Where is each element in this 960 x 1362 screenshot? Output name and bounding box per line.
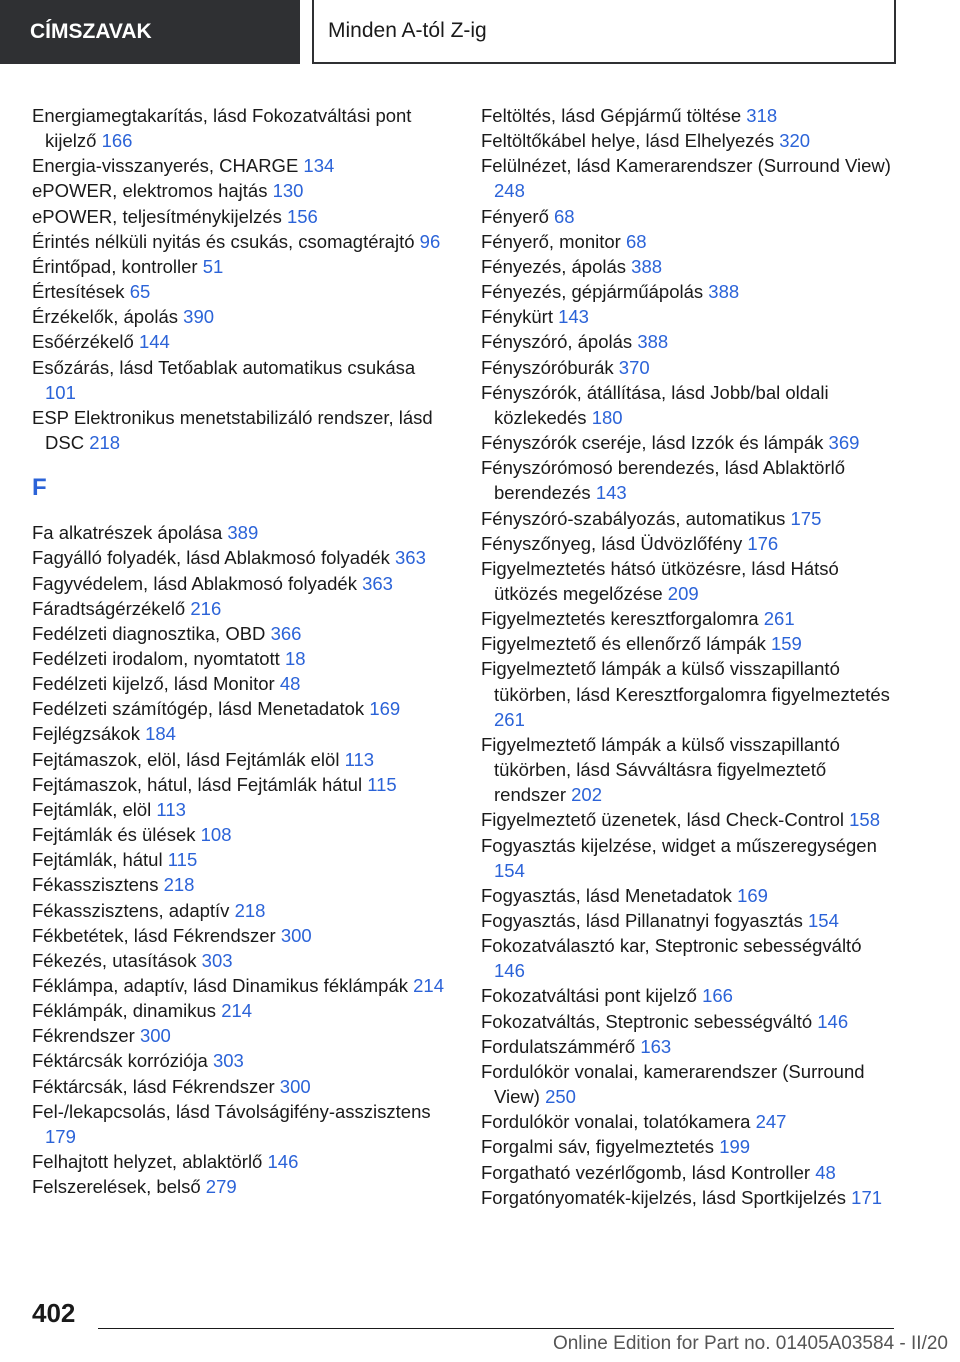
- index-entry-text: Figyelmeztetés hátsó ütközésre, lásd Hátsó ütközés megelőzése: [481, 557, 839, 604]
- index-entry-text: Fényszóró, ápolás: [481, 331, 633, 353]
- index-entry-page-link[interactable]: 250: [545, 1086, 576, 1108]
- index-entry: [32, 520, 447, 545]
- index-entry-text: Fagyvédelem, lásd Ablakmosó folyadék: [32, 572, 357, 594]
- index-entry-page-link[interactable]: 51: [202, 255, 224, 277]
- index-entry-text: Feltöltőkábel helye, lásd Elhelyezés: [481, 130, 775, 152]
- index-entry-page-link[interactable]: 175: [790, 507, 822, 529]
- index-entry: [32, 204, 447, 229]
- index-entry: [481, 1009, 896, 1034]
- index-entry-text: Féktárcsák korróziója: [32, 1050, 208, 1072]
- index-entry-text: Fényszórómosó berendezés, lásd Ablaktörlő berendezés: [481, 457, 846, 504]
- tab-a-to-z-label: Minden A-tól Z-ig: [328, 19, 487, 42]
- index-entry: [481, 908, 896, 933]
- index-entry: [481, 128, 896, 153]
- index-entry-text: Fékrendszer: [32, 1025, 135, 1047]
- index-entry: [481, 732, 896, 807]
- index-entry-page-link[interactable]: 366: [270, 622, 302, 644]
- index-entry-page-link[interactable]: 48: [815, 1161, 836, 1183]
- index-entry-page-link[interactable]: 176: [747, 532, 779, 554]
- index-entry: [32, 153, 447, 178]
- index-entry-page-link[interactable]: 169: [369, 698, 401, 720]
- index-entry: [481, 380, 896, 430]
- index-entry-text: Féktárcsák, lásd Fékrendszer: [32, 1075, 275, 1097]
- index-entry-text: Fékasszisztens, adaptív: [32, 899, 230, 921]
- index-entry-page-link[interactable]: 134: [303, 155, 335, 177]
- index-entry-page-link[interactable]: 68: [554, 205, 575, 227]
- index-entry: [32, 1048, 447, 1073]
- header-tabs: [0, 0, 960, 66]
- index-entry-page-link[interactable]: 199: [719, 1136, 751, 1158]
- index-entry-text: Fényszórók, átállítása, lásd Jobb/bal oldali közlekedés: [481, 381, 829, 428]
- index-entry-page-link[interactable]: 166: [101, 130, 133, 152]
- index-entry: [32, 747, 447, 772]
- index-entry-page-link[interactable]: 261: [763, 608, 795, 630]
- index-entry-page-link[interactable]: 303: [212, 1050, 244, 1072]
- index-entry-page-link[interactable]: 143: [595, 482, 627, 504]
- index-entry: [481, 631, 896, 656]
- index-entry-page-link[interactable]: 214: [221, 1000, 253, 1022]
- index-entry: [32, 103, 447, 153]
- index-entry-page-link[interactable]: 108: [200, 824, 232, 846]
- index-entry-page-link[interactable]: 279: [205, 1176, 237, 1198]
- index-entry: [32, 948, 447, 973]
- index-entry-text: Fényerő, monitor: [481, 230, 621, 252]
- index-entry-page-link[interactable]: 115: [167, 849, 198, 871]
- index-entry: [481, 531, 896, 556]
- index-entry: [32, 1174, 447, 1199]
- index-entry: [32, 671, 447, 696]
- index-entry: [32, 596, 447, 621]
- index-entry-text: Esőzárás, lásd Tetőablak automatikus csukása: [32, 356, 416, 378]
- index-entry-text: Fejlégzsákok: [32, 723, 140, 745]
- index-entry-text: Fejtámaszok, hátul, lásd Fejtámlák hátul: [32, 773, 363, 795]
- index-entry: [481, 103, 896, 128]
- index-entry-page-link[interactable]: 144: [138, 331, 170, 353]
- index-entry: [481, 1109, 896, 1134]
- index-entry-text: Fényerő: [481, 205, 549, 227]
- index-entry-text: Értesítések: [32, 281, 125, 303]
- index-entry-page-link[interactable]: 388: [631, 255, 663, 277]
- index-entry: [481, 1059, 896, 1109]
- index-entry: [32, 1099, 447, 1149]
- index-entry-text: Fedélzeti diagnosztika, OBD: [32, 622, 266, 644]
- index-entry-page-link[interactable]: 96: [419, 230, 441, 252]
- index-entry: [32, 1074, 447, 1099]
- index-entry: [32, 545, 447, 570]
- index-entry-text: Fordulókör vonalai, kamerarendszer (Surround View): [481, 1060, 865, 1108]
- index-entry-text: Érzékelők, ápolás: [32, 306, 179, 328]
- index-entry-text: Fokozatváltási pont kijelző: [481, 985, 697, 1007]
- index-entry-text: Felülnézet, lásd Kamerarendszer (Surround View): [481, 155, 891, 177]
- index-entry-page-link[interactable]: 363: [395, 547, 426, 569]
- index-entry-page-link[interactable]: 101: [45, 381, 76, 403]
- index-entry: [481, 430, 896, 455]
- index-entry: [481, 807, 896, 832]
- index-entry: [32, 621, 447, 646]
- index-entry-text: Fogyasztás, lásd Menetadatok: [481, 884, 732, 906]
- index-entry: [32, 229, 447, 254]
- index-entry: [32, 304, 447, 329]
- index-entry: [32, 696, 447, 721]
- index-entry: [32, 254, 447, 279]
- index-entry-page-link[interactable]: 154: [808, 910, 839, 931]
- index-entry-text: Forgalmi sáv, figyelmeztetés: [481, 1136, 715, 1158]
- index-entry: [32, 329, 447, 354]
- index-entry-text: Fékezés, utasítások: [32, 949, 197, 971]
- index-entry: [32, 1023, 447, 1048]
- index-group-f: [32, 520, 447, 1199]
- index-entry-page-link[interactable]: 154: [494, 859, 525, 881]
- index-entry-text: Fa alkatrészek ápolása: [32, 522, 223, 544]
- index-entry-page-link[interactable]: 389: [227, 522, 259, 544]
- index-entry-page-link[interactable]: 156: [286, 205, 318, 227]
- index-entry: [32, 405, 447, 455]
- footer-edition-text: Online Edition for Part no. 01405A03584 - II/20: [552, 1333, 948, 1354]
- index-entry-page-link[interactable]: 163: [640, 1035, 672, 1057]
- index-entry-page-link[interactable]: 303: [201, 949, 233, 971]
- index-entry: [32, 923, 447, 948]
- index-entry-text: Fejtámlák, hátul: [32, 849, 163, 871]
- index-entry-text: Forgatható vezérlőgomb, lásd Kontroller: [481, 1161, 811, 1183]
- index-entry: [481, 355, 896, 380]
- index-entry-text: Energiamegtakarítás, lásd Fokozatváltási pont kijelző: [32, 105, 412, 152]
- index-entry: [32, 822, 447, 847]
- index-entry-text: Fel-/lekapcsolás, lásd Távolságifény-asszisztens: [32, 1100, 431, 1122]
- index-entry-page-link[interactable]: 318: [746, 105, 778, 126]
- index-entry-page-link[interactable]: 390: [183, 306, 215, 328]
- index-entry-page-link[interactable]: 143: [558, 306, 589, 328]
- index-entry-text: Féklámpák, dinamikus: [32, 1000, 217, 1022]
- index-entry: [32, 178, 447, 203]
- index-entry-text: Figyelmeztető üzenetek, lásd Check-Control: [481, 809, 844, 831]
- index-entry: [481, 329, 896, 354]
- index-entry-text: Fordulatszámmérő: [481, 1035, 636, 1057]
- index-entry-text: Fedélzeti kijelző, lásd Monitor: [32, 673, 275, 695]
- index-entry-text: Fejtámlák és ülések: [32, 824, 196, 846]
- index-entry-page-link[interactable]: 18: [284, 647, 306, 669]
- index-entry: [32, 898, 447, 923]
- index-entry-page-link[interactable]: 202: [571, 784, 602, 806]
- index-entry-page-link[interactable]: 247: [755, 1111, 787, 1133]
- index-entry-text: Fényezés, ápolás: [481, 255, 627, 277]
- index-entry-text: Fékbetétek, lásd Fékrendszer: [32, 924, 276, 946]
- index-entry-page-link[interactable]: 184: [145, 723, 176, 745]
- index-entry-page-link[interactable]: 65: [129, 281, 151, 303]
- index-entry: [481, 204, 896, 229]
- index-entry: [481, 153, 896, 203]
- page-number: 402: [32, 1298, 76, 1328]
- index-entry-text: Fedélzeti számítógép, lásd Menetadatok: [32, 698, 365, 720]
- index-entry-text: Fékasszisztens: [32, 874, 159, 896]
- index-entry: [32, 847, 447, 872]
- index-entry-text: Forgatónyomaték-kijelzés, lásd Sportkijelzés: [481, 1186, 847, 1208]
- index-entry-page-link[interactable]: 214: [413, 975, 445, 996]
- index-entry: [32, 998, 447, 1023]
- index-entry: [481, 656, 896, 731]
- index-entry: [481, 606, 896, 631]
- index-entry: [32, 571, 447, 596]
- footer-divider: [98, 1328, 894, 1329]
- index-entry-text: ePOWER, teljesítménykijelzés: [32, 205, 282, 227]
- index-entry-page-link[interactable]: 158: [849, 809, 880, 831]
- index-entry-page-link[interactable]: 300: [139, 1025, 171, 1047]
- index-entry-page-link[interactable]: 146: [494, 960, 525, 982]
- index-entry-page-link[interactable]: 363: [362, 572, 393, 594]
- index-entry-text: Figyelmeztető lámpák a külső visszapillantó tükörben, lásd Sávváltásra figyelmeztető rendszer: [481, 733, 840, 806]
- index-entry-page-link[interactable]: 216: [190, 597, 222, 619]
- index-entry-page-link[interactable]: 248: [494, 180, 525, 202]
- index-entry: [481, 279, 896, 304]
- tab-keywords-label: CÍMSZAVAK: [30, 20, 152, 43]
- index-entry-text: Fényezés, gépjárműápolás: [481, 281, 704, 303]
- index-entry-text: Fényszóróburák: [481, 356, 614, 378]
- index-entry-page-link[interactable]: 300: [279, 1075, 311, 1097]
- index-entry-page-link[interactable]: 166: [702, 985, 733, 1007]
- index-entry-page-link[interactable]: 169: [737, 884, 768, 906]
- index-entry: [32, 721, 447, 746]
- index-entry-page-link[interactable]: 218: [234, 899, 266, 921]
- index-entry-page-link[interactable]: 370: [618, 356, 650, 378]
- index-entry-text: Feltöltés, lásd Gépjármű töltése: [481, 105, 742, 126]
- index-entry-text: Fejtámaszok, elöl, lásd Fejtámlák elöl: [32, 748, 340, 770]
- index-entry-text: Fogyasztás kijelzése, widget a műszeregységen: [481, 834, 877, 856]
- index-entry: [32, 355, 447, 405]
- index-entry-page-link[interactable]: 113: [344, 748, 375, 770]
- index-entry-page-link[interactable]: 300: [280, 924, 312, 946]
- index-entry-page-link[interactable]: 115: [367, 773, 397, 795]
- index-entry-page-link[interactable]: 388: [708, 281, 740, 303]
- index-entry-page-link[interactable]: 146: [267, 1151, 299, 1173]
- index-entry-text: Fokozatváltás, Steptronic sebességváltó: [481, 1010, 813, 1032]
- index-entry: [481, 229, 896, 254]
- index-entry-page-link[interactable]: 369: [828, 432, 860, 454]
- index-entry: [32, 772, 447, 797]
- index-entry-page-link[interactable]: 209: [667, 582, 699, 604]
- index-entry: [32, 797, 447, 822]
- index-entry: [32, 1149, 447, 1174]
- index-entry: [32, 646, 447, 671]
- index-group-f-continued: [481, 103, 896, 1210]
- index-entry-text: Fagyálló folyadék, lásd Ablakmosó folyadék: [32, 547, 390, 569]
- index-entry-text: Figyelmeztetés keresztforgalomra: [481, 608, 759, 630]
- index-entry: [32, 279, 447, 304]
- index-column-right: [481, 103, 896, 1210]
- index-entry-text: ESP Elektronikus menetstabilizáló rendszer, lásd DSC: [32, 406, 433, 454]
- index-entry: [481, 1134, 896, 1159]
- index-entry: [32, 872, 447, 897]
- index-entry-text: Felszerelések, belső: [32, 1176, 201, 1198]
- index-entry-text: ePOWER, elektromos hajtás: [32, 180, 268, 202]
- index-entry: [481, 1160, 896, 1185]
- index-entry-text: Figyelmeztető és ellenőrző lámpák: [481, 633, 766, 655]
- index-entry-page-link[interactable]: 48: [279, 673, 301, 695]
- index-entry: [481, 1034, 896, 1059]
- index-entry: [481, 883, 896, 908]
- index-entry: [481, 556, 896, 606]
- index-entry: [32, 973, 447, 998]
- tab-a-to-z[interactable]: [312, 0, 896, 64]
- index-entry-text: Féklámpa, adaptív, lásd Dinamikus féklámpák: [32, 975, 408, 996]
- index-letter-heading: F: [32, 474, 47, 502]
- index-entry-page-link[interactable]: 179: [45, 1125, 76, 1147]
- index-entry-text: Figyelmeztető lámpák a külső visszapillantó tükörben, lásd Keresztforgalomra figyelmeztetés: [481, 658, 890, 705]
- index-entry: [481, 1185, 896, 1210]
- index-entry-text: Érintés nélküli nyitás és csukás, csomagtérajtó: [32, 230, 415, 252]
- index-entry-page-link[interactable]: 159: [770, 633, 802, 655]
- index-entry-text: Fejtámlák, elöl: [32, 798, 152, 820]
- index-entry-page-link[interactable]: 171: [851, 1186, 883, 1208]
- index-entry-text: Fáradtságérzékelő: [32, 597, 186, 619]
- index-entry-text: Esőérzékelő: [32, 331, 134, 353]
- index-entry: [481, 933, 896, 983]
- index-entry-page-link[interactable]: 218: [89, 432, 121, 454]
- index-entry: [481, 254, 896, 279]
- index-entry: [481, 506, 896, 531]
- index-entry-text: Fényszóró-szabályozás, automatikus: [481, 507, 786, 529]
- index-entry-page-link[interactable]: 180: [591, 406, 623, 428]
- index-entry-text: Felhajtott helyzet, ablaktörlő: [32, 1151, 263, 1173]
- index-entry: [481, 455, 896, 505]
- index-entry-page-link[interactable]: 68: [625, 230, 647, 252]
- tab-keywords[interactable]: [0, 0, 300, 64]
- index-entry-text: Fogyasztás, lásd Pillanatnyi fogyasztás: [481, 910, 803, 931]
- index-entry: [481, 983, 896, 1008]
- index-entry-text: Fényszőnyeg, lásd Üdvözlőfény: [481, 532, 743, 554]
- index-entry-text: Érintőpad, kontroller: [32, 255, 198, 277]
- index-entry-page-link[interactable]: 113: [156, 798, 186, 820]
- index-entry-page-link[interactable]: 320: [779, 130, 811, 152]
- index-entry-page-link[interactable]: 218: [163, 874, 195, 896]
- index-entry-text: Fordulókör vonalai, tolatókamera: [481, 1111, 751, 1133]
- index-entry-page-link[interactable]: 146: [817, 1010, 849, 1032]
- index-entry: [481, 304, 896, 329]
- index-entry: [481, 833, 896, 883]
- index-entry-text: Fénykürt: [481, 306, 553, 328]
- index-entry-text: Fedélzeti irodalom, nyomtatott: [32, 647, 280, 669]
- index-entry-text: Fényszórók cseréje, lásd Izzók és lámpák: [481, 432, 824, 454]
- index-entry-text: Fokozatválasztó kar, Steptronic sebességváltó: [481, 935, 862, 957]
- index-entry-page-link[interactable]: 130: [272, 180, 304, 202]
- index-entry-page-link[interactable]: 388: [637, 331, 669, 353]
- index-column-left: [32, 103, 447, 1199]
- index-group-e: [32, 103, 447, 455]
- index-entry-page-link[interactable]: 261: [494, 708, 525, 730]
- index-entry-text: Energia-visszanyerés, CHARGE: [32, 155, 299, 177]
